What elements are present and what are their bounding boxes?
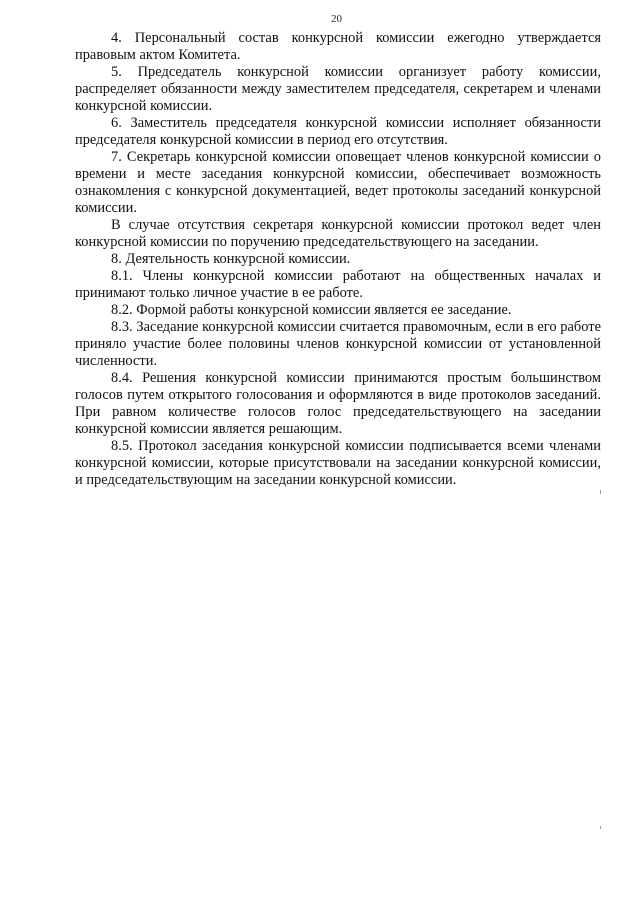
scan-mark: [600, 490, 601, 494]
paragraph-4: 4. Персональный состав конкурсной комиссии ежегодно утверждается правовым актом Комитета.: [75, 30, 601, 63]
paragraph-8-4: 8.4. Решения конкурсной комиссии принимаются простым большинством голосов путем открытого голосования и оформляются в виде протоколов заседаний. При равном количестве голосов голос председательствующего на заседании конкурсной комиссии является решающим.: [75, 370, 601, 437]
section-8-heading: 8. Деятельность конкурсной комиссии.: [111, 251, 351, 267]
page-number: 20: [331, 13, 342, 25]
paragraph-6: 6. Заместитель председателя конкурсной комиссии исполняет обязанности председателя конкурсной комиссии в период его отсутствия.: [75, 115, 601, 148]
paragraph-8-2: 8.2. Формой работы конкурсной комиссии является ее заседание.: [111, 302, 512, 318]
paragraph-7: 7. Секретарь конкурсной комиссии оповещает членов конкурсной комиссии о времени и месте заседания конкурсной комиссии, обеспечивает возможность ознакомления с конкурсной документацией, ведет протоколы заседаний конкурсной комиссии.: [75, 149, 601, 216]
paragraph-8-3: 8.3. Заседание конкурсной комиссии считается правомочным, если в его работе приняло участие более половины членов конкурсной комиссии от установленной численности.: [75, 319, 601, 369]
paragraph-8-1: 8.1. Члены конкурсной комиссии работают на общественных началах и принимают только личное участие в ее работе.: [75, 268, 601, 301]
paragraph-7-note: В случае отсутствия секретаря конкурсной комиссии протокол ведет член конкурсной комиссии по поручению председательствующего на заседании.: [75, 217, 601, 250]
paragraph-8-5: 8.5. Протокол заседания конкурсной комиссии подписывается всеми членами конкурсной комиссии, которые присутствовали на заседании конкурсной комиссии, и председательствующим на заседании конкурсной комиссии.: [75, 438, 601, 488]
scan-mark: [600, 826, 601, 829]
paragraph-5: 5. Председатель конкурсной комиссии организует работу комиссии, распределяет обязанности между заместителем председателя, секретарем и членами конкурсной комиссии.: [75, 64, 601, 114]
document-body: [75, 30, 601, 489]
